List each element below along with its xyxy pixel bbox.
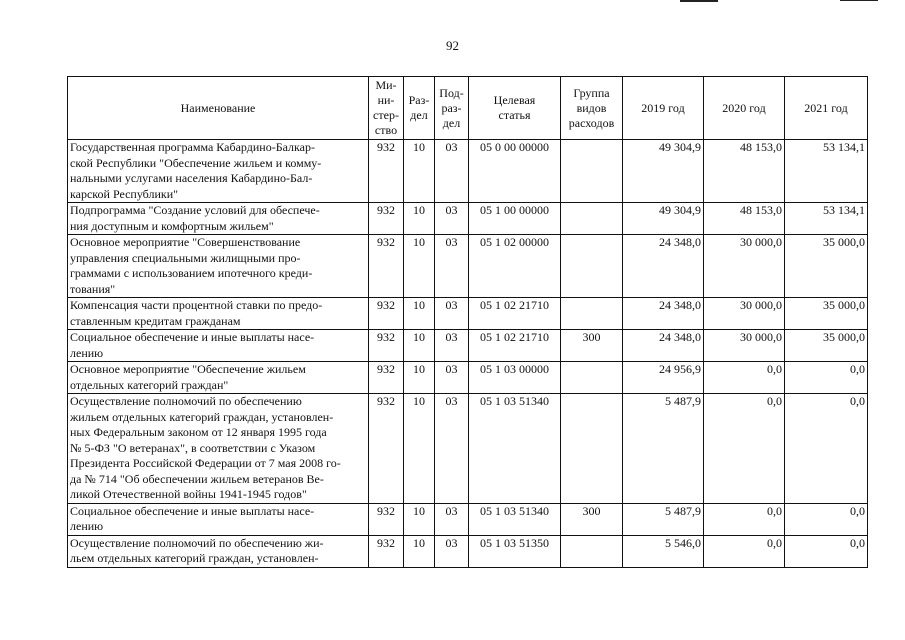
- cell-2021: 0,0: [785, 362, 868, 394]
- header-expense-group: Группа видов расходов: [561, 77, 623, 140]
- cell-section: 10: [404, 140, 435, 203]
- cell-expense-group: [561, 203, 623, 235]
- cell-ministry: 932: [369, 298, 404, 330]
- cell-name: Осуществление полномочий по обеспечению жильем отдельных категорий граждан, установлен- ных Федеральным законом от 12 января 1995 года № 5-ФЗ "О ветеранах", в соответствии с Указом Президента Российской Федерации от 7 мая 2008 го- да № 714 "Об обеспечении жильем ветеранов Ве- ликой Отечественной войны 1941-1945 годов": [68, 394, 369, 504]
- page-number: 92: [446, 38, 459, 53]
- cell-2019: 24 956,9: [623, 362, 704, 394]
- cell-name: Подпрограмма "Создание условий для обеспече- ния доступным и комфортным жильем": [68, 203, 369, 235]
- cell-section: 10: [404, 535, 435, 567]
- table-row: [68, 503, 868, 535]
- cell-name: Государственная программа Кабардино-Балкар- ской Республики "Обеспечение жильем и комму- нальными услугами населения Кабардино-Бал- карской Республики": [68, 140, 369, 203]
- cell-2020: 0,0: [704, 362, 785, 394]
- cell-target-item: 05 1 02 21710: [469, 298, 561, 330]
- cell-2021: 0,0: [785, 535, 868, 567]
- cell-subsection: 03: [435, 330, 469, 362]
- header-2021: 2021 год: [785, 77, 868, 140]
- cell-expense-group: [561, 235, 623, 298]
- cell-target-item: 05 1 03 51340: [469, 503, 561, 535]
- table-row: [68, 535, 868, 567]
- header-2019: 2019 год: [623, 77, 704, 140]
- header-section: Раз- дел: [404, 77, 435, 140]
- cell-2019: 24 348,0: [623, 298, 704, 330]
- cell-ministry: 932: [369, 394, 404, 504]
- cell-2021: 35 000,0: [785, 330, 868, 362]
- cell-2020: 0,0: [704, 503, 785, 535]
- header-name: Наименование: [68, 77, 369, 140]
- cell-target-item: 05 1 03 00000: [469, 362, 561, 394]
- cell-subsection: 03: [435, 298, 469, 330]
- cell-target-item: 05 1 03 51350: [469, 535, 561, 567]
- table-row: [68, 235, 868, 298]
- cell-expense-group: 300: [561, 330, 623, 362]
- table-row: [68, 203, 868, 235]
- table-header-row: [68, 77, 868, 140]
- cell-2019: 5 487,9: [623, 394, 704, 504]
- cell-subsection: 03: [435, 394, 469, 504]
- cell-target-item: 05 1 00 00000: [469, 203, 561, 235]
- cell-2020: 30 000,0: [704, 298, 785, 330]
- cell-2020: 0,0: [704, 535, 785, 567]
- table-row: [68, 362, 868, 394]
- cell-target-item: 05 1 02 21710: [469, 330, 561, 362]
- cell-2019: 24 348,0: [623, 235, 704, 298]
- cell-subsection: 03: [435, 535, 469, 567]
- cell-ministry: 932: [369, 503, 404, 535]
- cell-expense-group: [561, 394, 623, 504]
- cell-expense-group: [561, 140, 623, 203]
- cell-expense-group: [561, 362, 623, 394]
- budget-table: [67, 76, 868, 568]
- cell-name: Основное мероприятие "Обеспечение жильем отдельных категорий граждан": [68, 362, 369, 394]
- cell-name: Компенсация части процентной ставки по предо- ставленным кредитам гражданам: [68, 298, 369, 330]
- header-2020: 2020 год: [704, 77, 785, 140]
- cell-ministry: 932: [369, 140, 404, 203]
- cell-2021: 53 134,1: [785, 203, 868, 235]
- cell-section: 10: [404, 394, 435, 504]
- header-subsection: Под- раз- дел: [435, 77, 469, 140]
- cell-subsection: 03: [435, 235, 469, 298]
- scan-artifact-top-right: [840, 0, 878, 1]
- table-row: [68, 330, 868, 362]
- header-ministry: Ми- ни- стер- ство: [369, 77, 404, 140]
- cell-target-item: 05 1 03 51340: [469, 394, 561, 504]
- cell-subsection: 03: [435, 203, 469, 235]
- cell-subsection: 03: [435, 503, 469, 535]
- cell-2021: 0,0: [785, 503, 868, 535]
- cell-2020: 48 153,0: [704, 203, 785, 235]
- table-row: [68, 394, 868, 504]
- header-target-item: Целевая статья: [469, 77, 561, 140]
- cell-2021: 0,0: [785, 394, 868, 504]
- cell-section: 10: [404, 362, 435, 394]
- cell-section: 10: [404, 503, 435, 535]
- cell-expense-group: [561, 535, 623, 567]
- table-row: [68, 140, 868, 203]
- cell-2020: 30 000,0: [704, 235, 785, 298]
- cell-expense-group: [561, 298, 623, 330]
- cell-name: Социальное обеспечение и иные выплаты насе- лению: [68, 330, 369, 362]
- cell-2019: 49 304,9: [623, 140, 704, 203]
- cell-ministry: 932: [369, 535, 404, 567]
- cell-name: Основное мероприятие "Совершенствование управления специальными жилищными про- граммами с использованием ипотечного креди- тования": [68, 235, 369, 298]
- cell-2020: 0,0: [704, 394, 785, 504]
- cell-section: 10: [404, 330, 435, 362]
- cell-ministry: 932: [369, 235, 404, 298]
- cell-name: Осуществление полномочий по обеспечению жи- льем отдельных категорий граждан, установлен-: [68, 535, 369, 567]
- table-row: [68, 298, 868, 330]
- cell-subsection: 03: [435, 362, 469, 394]
- cell-2021: 35 000,0: [785, 298, 868, 330]
- cell-2019: 24 348,0: [623, 330, 704, 362]
- cell-section: 10: [404, 203, 435, 235]
- cell-section: 10: [404, 235, 435, 298]
- cell-ministry: 932: [369, 203, 404, 235]
- cell-ministry: 932: [369, 330, 404, 362]
- cell-ministry: 932: [369, 362, 404, 394]
- cell-2020: 48 153,0: [704, 140, 785, 203]
- cell-expense-group: 300: [561, 503, 623, 535]
- cell-section: 10: [404, 298, 435, 330]
- cell-2021: 53 134,1: [785, 140, 868, 203]
- scan-artifact-top: [680, 0, 718, 2]
- cell-2019: 5 487,9: [623, 503, 704, 535]
- cell-2019: 5 546,0: [623, 535, 704, 567]
- cell-target-item: 05 1 02 00000: [469, 235, 561, 298]
- cell-2021: 35 000,0: [785, 235, 868, 298]
- cell-name: Социальное обеспечение и иные выплаты насе- лению: [68, 503, 369, 535]
- cell-target-item: 05 0 00 00000: [469, 140, 561, 203]
- cell-subsection: 03: [435, 140, 469, 203]
- cell-2020: 30 000,0: [704, 330, 785, 362]
- cell-2019: 49 304,9: [623, 203, 704, 235]
